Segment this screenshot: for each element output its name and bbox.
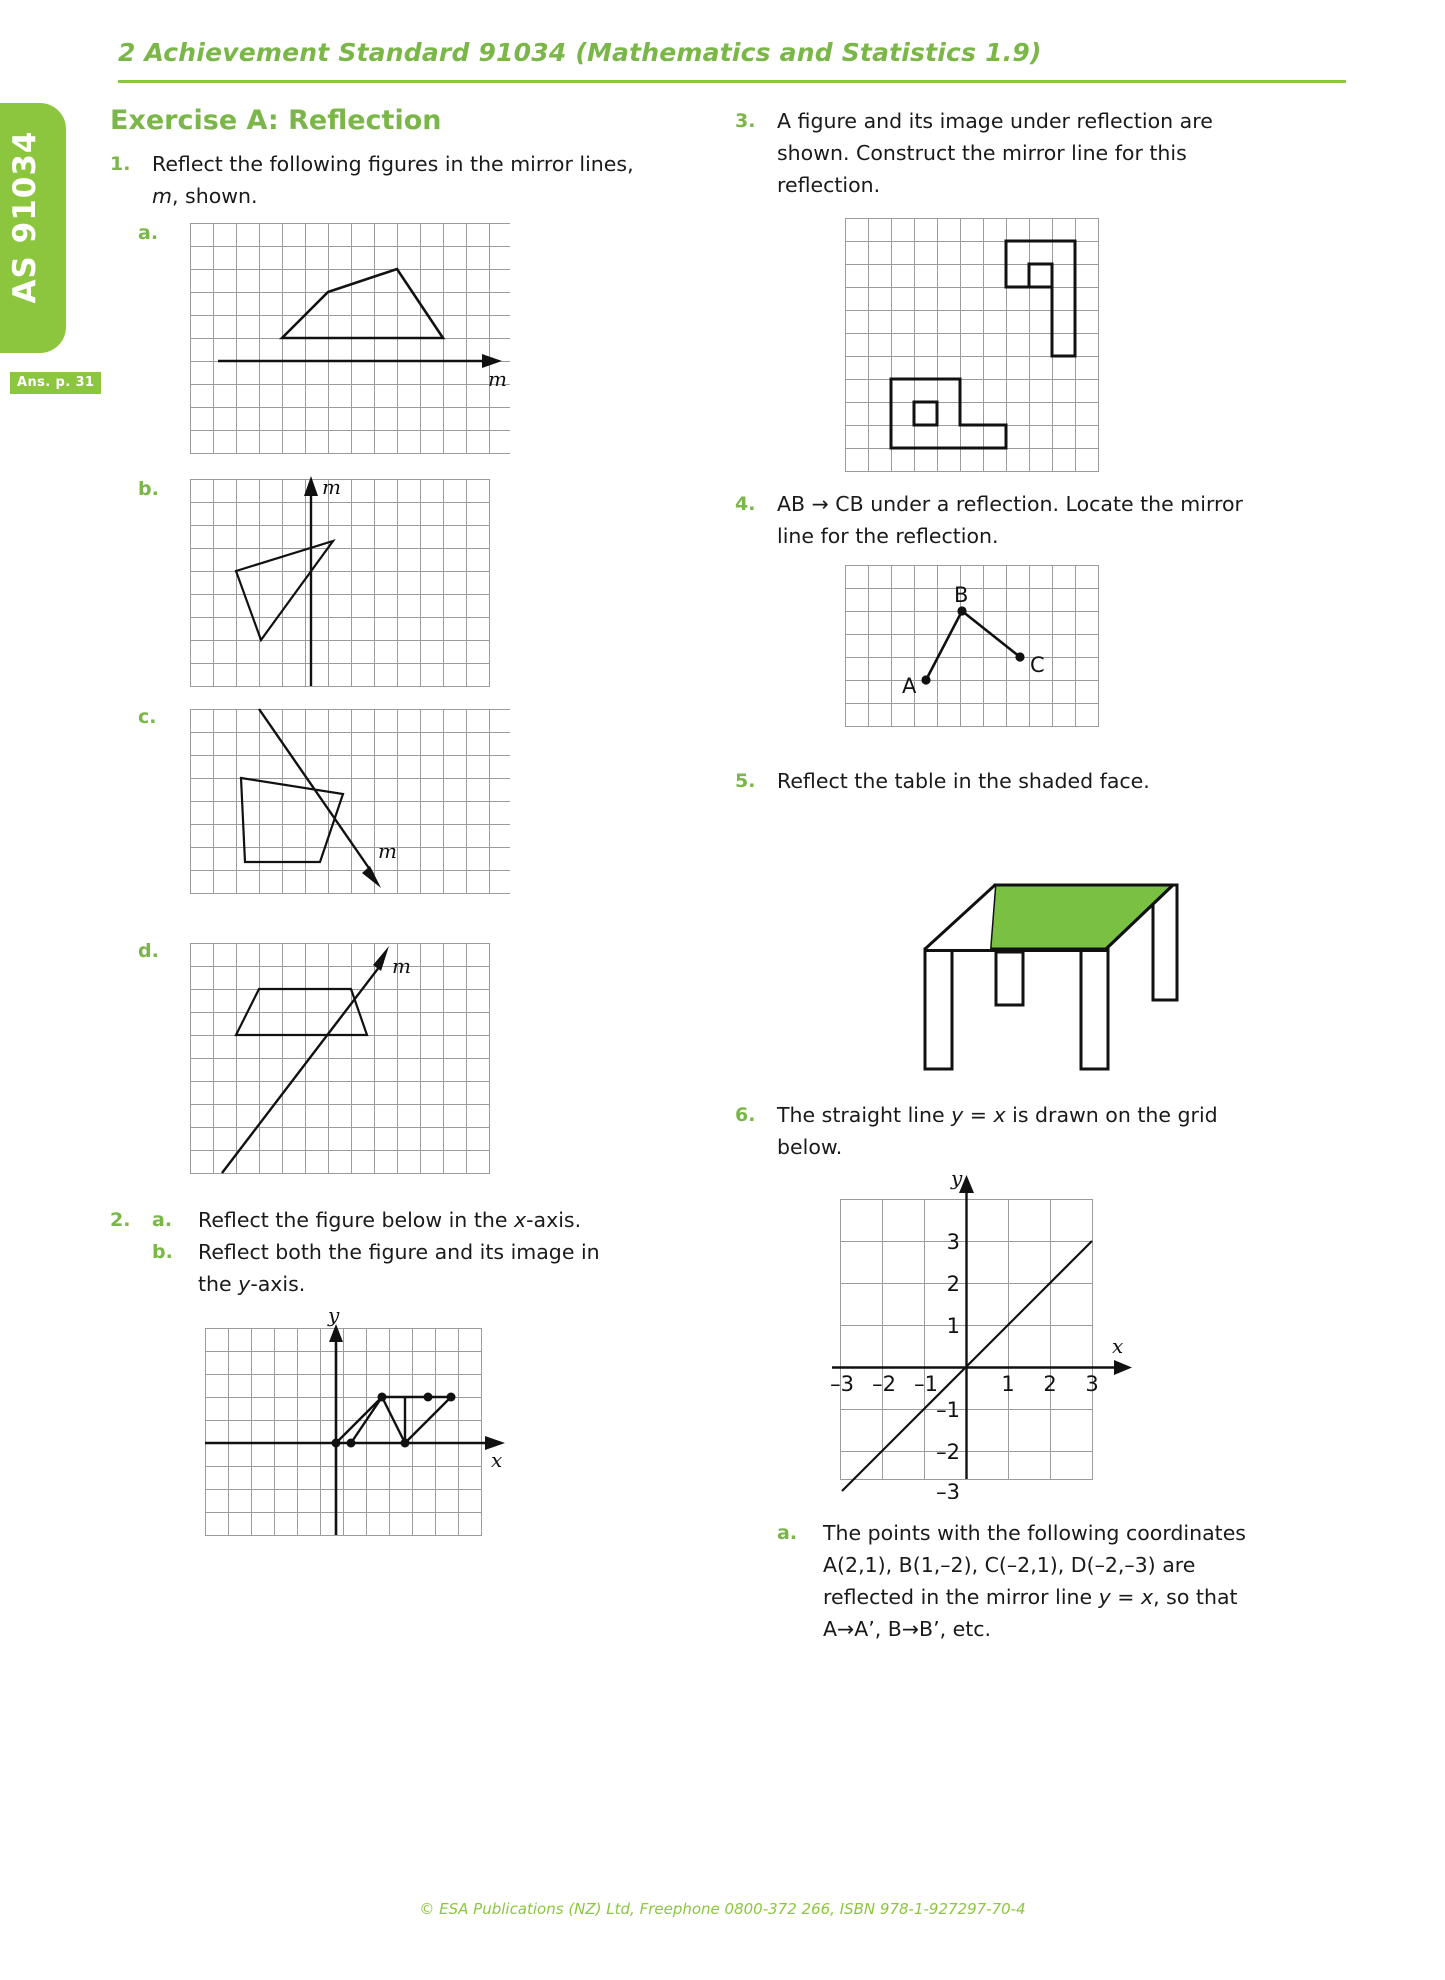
question-1-line1: Reflect the following figures in the mirror lines, [152,152,634,176]
page-header [118,38,1346,67]
question-3-number: 3. [735,110,756,132]
q6-ytick-3: 3 [946,1230,960,1254]
answer-reference-badge: Ans. p. 31 [10,372,101,394]
question-3-line1: A figure and its image under reflection are [777,109,1213,133]
q1d-grid [130,940,510,1184]
question-2a-axis: x [513,1208,527,1232]
question-6a-x-symbol: x [1141,1585,1154,1609]
question-1c-letter: c. [138,706,157,728]
question-1c-figure [130,706,710,896]
q6-xtick-3: 3 [1085,1372,1099,1396]
question-1-mirror-symbol: m [152,184,172,208]
right-column [735,105,1360,1895]
q6-xtick-1: 1 [1001,1372,1015,1396]
question-6-equals: = [963,1103,994,1127]
q1b-shape [236,541,333,640]
q1a-mirror-label: m [488,367,507,391]
q6-xtick--3: –3 [830,1372,854,1396]
question-2b-text [198,1236,600,1300]
q6-xtick--2: –2 [872,1372,896,1396]
question-6-line2: below. [777,1135,843,1159]
q6-xtick--1: –1 [914,1372,938,1396]
q1d-mirror-label: m [392,954,411,978]
question-1-line2-rest: , shown. [171,184,258,208]
question-2b-axis: y [238,1272,251,1296]
question-6a-line1: The points with the following coordinates [823,1521,1246,1545]
question-1a-letter: a. [138,222,159,244]
question-6a-line3-pre: reflected in the mirror line [823,1585,1099,1609]
q6-cartesian-grid [810,1169,1150,1499]
q1c-gridlines [191,710,511,894]
q6-ytick--1: –1 [936,1398,960,1422]
q2-y-axis-label: y [328,1310,340,1327]
question-6-number: 6. [735,1104,756,1126]
question-1d-letter: d. [138,940,159,962]
question-6a-line2: A(2,1), B(1,–2), C(–2,1), D(–2,–3) are [823,1553,1196,1577]
question-6-figure [810,1169,1360,1499]
question-3-line3: reflection. [777,173,881,197]
q3-gridlines [846,219,1099,472]
q2-y-axis [329,1324,343,1535]
q1c-grid [130,706,510,896]
question-6-text [777,1099,1218,1163]
question-6a-line4: A→A’, B→B’, etc. [823,1617,992,1641]
question-2b-letter: b. [152,1241,173,1263]
page-footer: © ESA Publications (NZ) Ltd, Freephone 0800-372 266, ISBN 978-1-927297-70-4 [419,1900,1026,1918]
q6-ytick--2: –2 [936,1440,960,1464]
q4-path [926,611,1020,680]
question-4 [735,488,1360,552]
header-divider [118,80,1346,83]
question-6-line1-pre: The straight line [777,1103,952,1127]
q1b-grid [130,474,510,692]
question-6a-equals: = [1110,1585,1141,1609]
standard-side-tab [0,103,66,353]
question-6-x-symbol: x [993,1103,1006,1127]
question-3-text [777,105,1213,201]
question-4-line1: AB → CB under a reflection. Locate the mirror [777,492,1243,516]
table-leg-front-left [925,949,952,1069]
question-6 [735,1099,1360,1163]
question-6a-text [823,1517,1246,1645]
q4-gridlines [846,566,1099,727]
question-2a-text [198,1204,581,1236]
question-1 [110,148,710,212]
q4-label-C: C [1030,653,1045,677]
q1c-shape [241,778,343,862]
question-4-text [777,488,1243,552]
question-3 [735,105,1360,201]
q3-image-shape [1006,241,1075,356]
question-4-line2: line for the reflection. [777,524,999,548]
question-1b-letter: b. [138,478,159,500]
question-1b-figure [130,474,710,692]
q6-xtick-2: 2 [1043,1372,1057,1396]
q6-y-tick-labels [936,1230,960,1499]
q4-grid [840,560,1160,735]
q1b-mirror-label: m [322,475,341,499]
question-6a-letter: a. [777,1522,798,1544]
question-6-line1-post: is drawn on the grid [1005,1103,1218,1127]
question-2-number: 2. [110,1209,131,1231]
question-5-text: Reflect the table in the shaded face. [777,769,1150,793]
q6-x-axis-label: x [1112,1334,1124,1358]
question-1-number: 1. [110,153,131,175]
question-5 [735,765,1360,797]
question-2a-letter: a. [152,1209,173,1231]
q1a-shape [282,269,443,338]
question-4-number: 4. [735,493,756,515]
q4-label-A: A [902,674,917,698]
question-6a [777,1517,1360,1645]
question-2a-post: -axis. [526,1208,582,1232]
standard-side-tab-label: AS 91034 [7,130,43,304]
question-2 [110,1204,710,1300]
q3-grid [840,213,1160,478]
question-6a-line3-post: , so that [1153,1585,1238,1609]
question-6-y-symbol: y [951,1103,964,1127]
question-2b-post: -axis. [250,1272,306,1296]
q1b-gridlines [191,480,490,687]
question-4-figure [840,560,1360,735]
page-title: 2 Achievement Standard 91034 (Mathematics and Statistics 1.9) [118,38,1042,67]
q2-x-axis-label: x [491,1448,503,1472]
question-1d-figure [130,940,710,1184]
question-5-figure [885,852,1360,1077]
q6-y-axis [959,1175,974,1479]
table-top-shaded-face [990,885,1173,949]
q5-table-illustration [885,852,1225,1077]
question-1a-figure [130,218,710,458]
exercise-title: Exercise A: Reflection [110,105,442,136]
q1d-gridlines [191,944,490,1174]
question-2-figure [195,1310,710,1550]
question-3-figure [840,213,1360,478]
left-column [110,105,710,1895]
q2-gridlines [206,1329,482,1536]
question-6a-y-symbol: y [1098,1585,1111,1609]
q2-grid [195,1310,515,1550]
question-2b-line1: Reflect both the figure and its image in [198,1240,600,1264]
q6-ytick-1: 1 [946,1314,960,1338]
table-leg-front-right [1081,949,1108,1069]
q4-label-B: B [954,583,969,607]
q6-ytick-2: 2 [946,1272,960,1296]
question-5-number: 5. [735,770,756,792]
q1b-mirror-line [304,476,318,686]
q3-object-shape [891,379,1006,448]
question-1-text [152,148,634,212]
table-leg-back-left [996,952,1023,1005]
q1c-mirror-label: m [378,839,397,863]
q6-x-tick-labels [830,1372,1099,1396]
q6-ytick--3: –3 [936,1480,960,1499]
q1a-mirror-line [218,354,502,368]
q6-y-axis-label: y [951,1169,963,1190]
question-2a-pre: Reflect the figure below in the [198,1208,514,1232]
q1a-grid [130,218,510,458]
question-2b-line2-pre: the [198,1272,239,1296]
question-3-line2: shown. Construct the mirror line for this [777,141,1187,165]
